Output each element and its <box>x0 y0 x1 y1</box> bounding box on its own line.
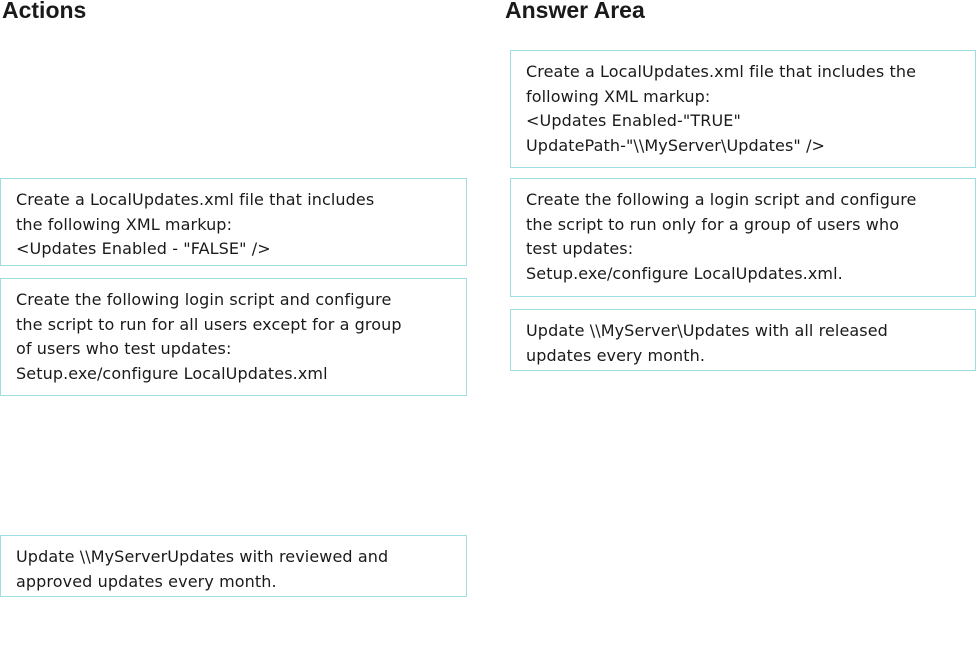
answer-item-text-line: <Updates Enabled-"TRUE" <box>526 111 741 130</box>
answer-item-text-line: Update \\MyServer\Updates with all released <box>526 321 888 340</box>
answer-item-login-script-test-group[interactable] <box>510 178 976 297</box>
answer-item-text-line: Create a LocalUpdates.xml file that includes the <box>526 62 917 81</box>
answer-item-text-line: following XML markup: <box>526 86 711 106</box>
action-item-update-reviewed-approved[interactable] <box>0 535 467 597</box>
answer-item-text-line: updates every month. <box>526 345 706 365</box>
answer-item-text-line: UpdatePath-"\\MyServer\Updates" /> <box>526 135 826 155</box>
actions-heading: Actions <box>2 0 87 23</box>
action-item-text-line: the following XML markup: <box>16 214 233 234</box>
answer-item-text-line: test updates: <box>526 239 634 258</box>
answer-item-enable-updates-xml[interactable] <box>510 50 976 168</box>
action-item-disable-updates-xml[interactable] <box>0 178 467 266</box>
action-item-text-line: Create a LocalUpdates.xml file that includes <box>16 190 375 209</box>
action-item-text-line: Setup.exe/configure LocalUpdates.xml <box>16 363 328 383</box>
action-item-text-line: <Updates Enabled - "FALSE" /> <box>16 239 271 258</box>
answer-item-update-all-released[interactable] <box>510 309 976 371</box>
action-item-text-line: approved updates every month. <box>16 571 277 591</box>
action-item-text-line: Create the following login script and configure <box>16 290 392 309</box>
action-item-text-line: of users who test updates: <box>16 339 232 358</box>
answer-item-text-line: the script to run only for a group of users who <box>526 214 900 234</box>
action-item-login-script-all-users[interactable] <box>0 278 467 396</box>
action-item-text-line: the script to run for all users except for a group <box>16 314 402 334</box>
answer-item-text-line: Setup.exe/configure LocalUpdates.xml. <box>526 263 843 283</box>
answer-area-heading: Answer Area <box>505 0 645 23</box>
action-item-text-line: Update \\MyServerUpdates with reviewed and <box>16 547 389 566</box>
answer-item-text-line: Create the following a login script and configure <box>526 190 917 209</box>
